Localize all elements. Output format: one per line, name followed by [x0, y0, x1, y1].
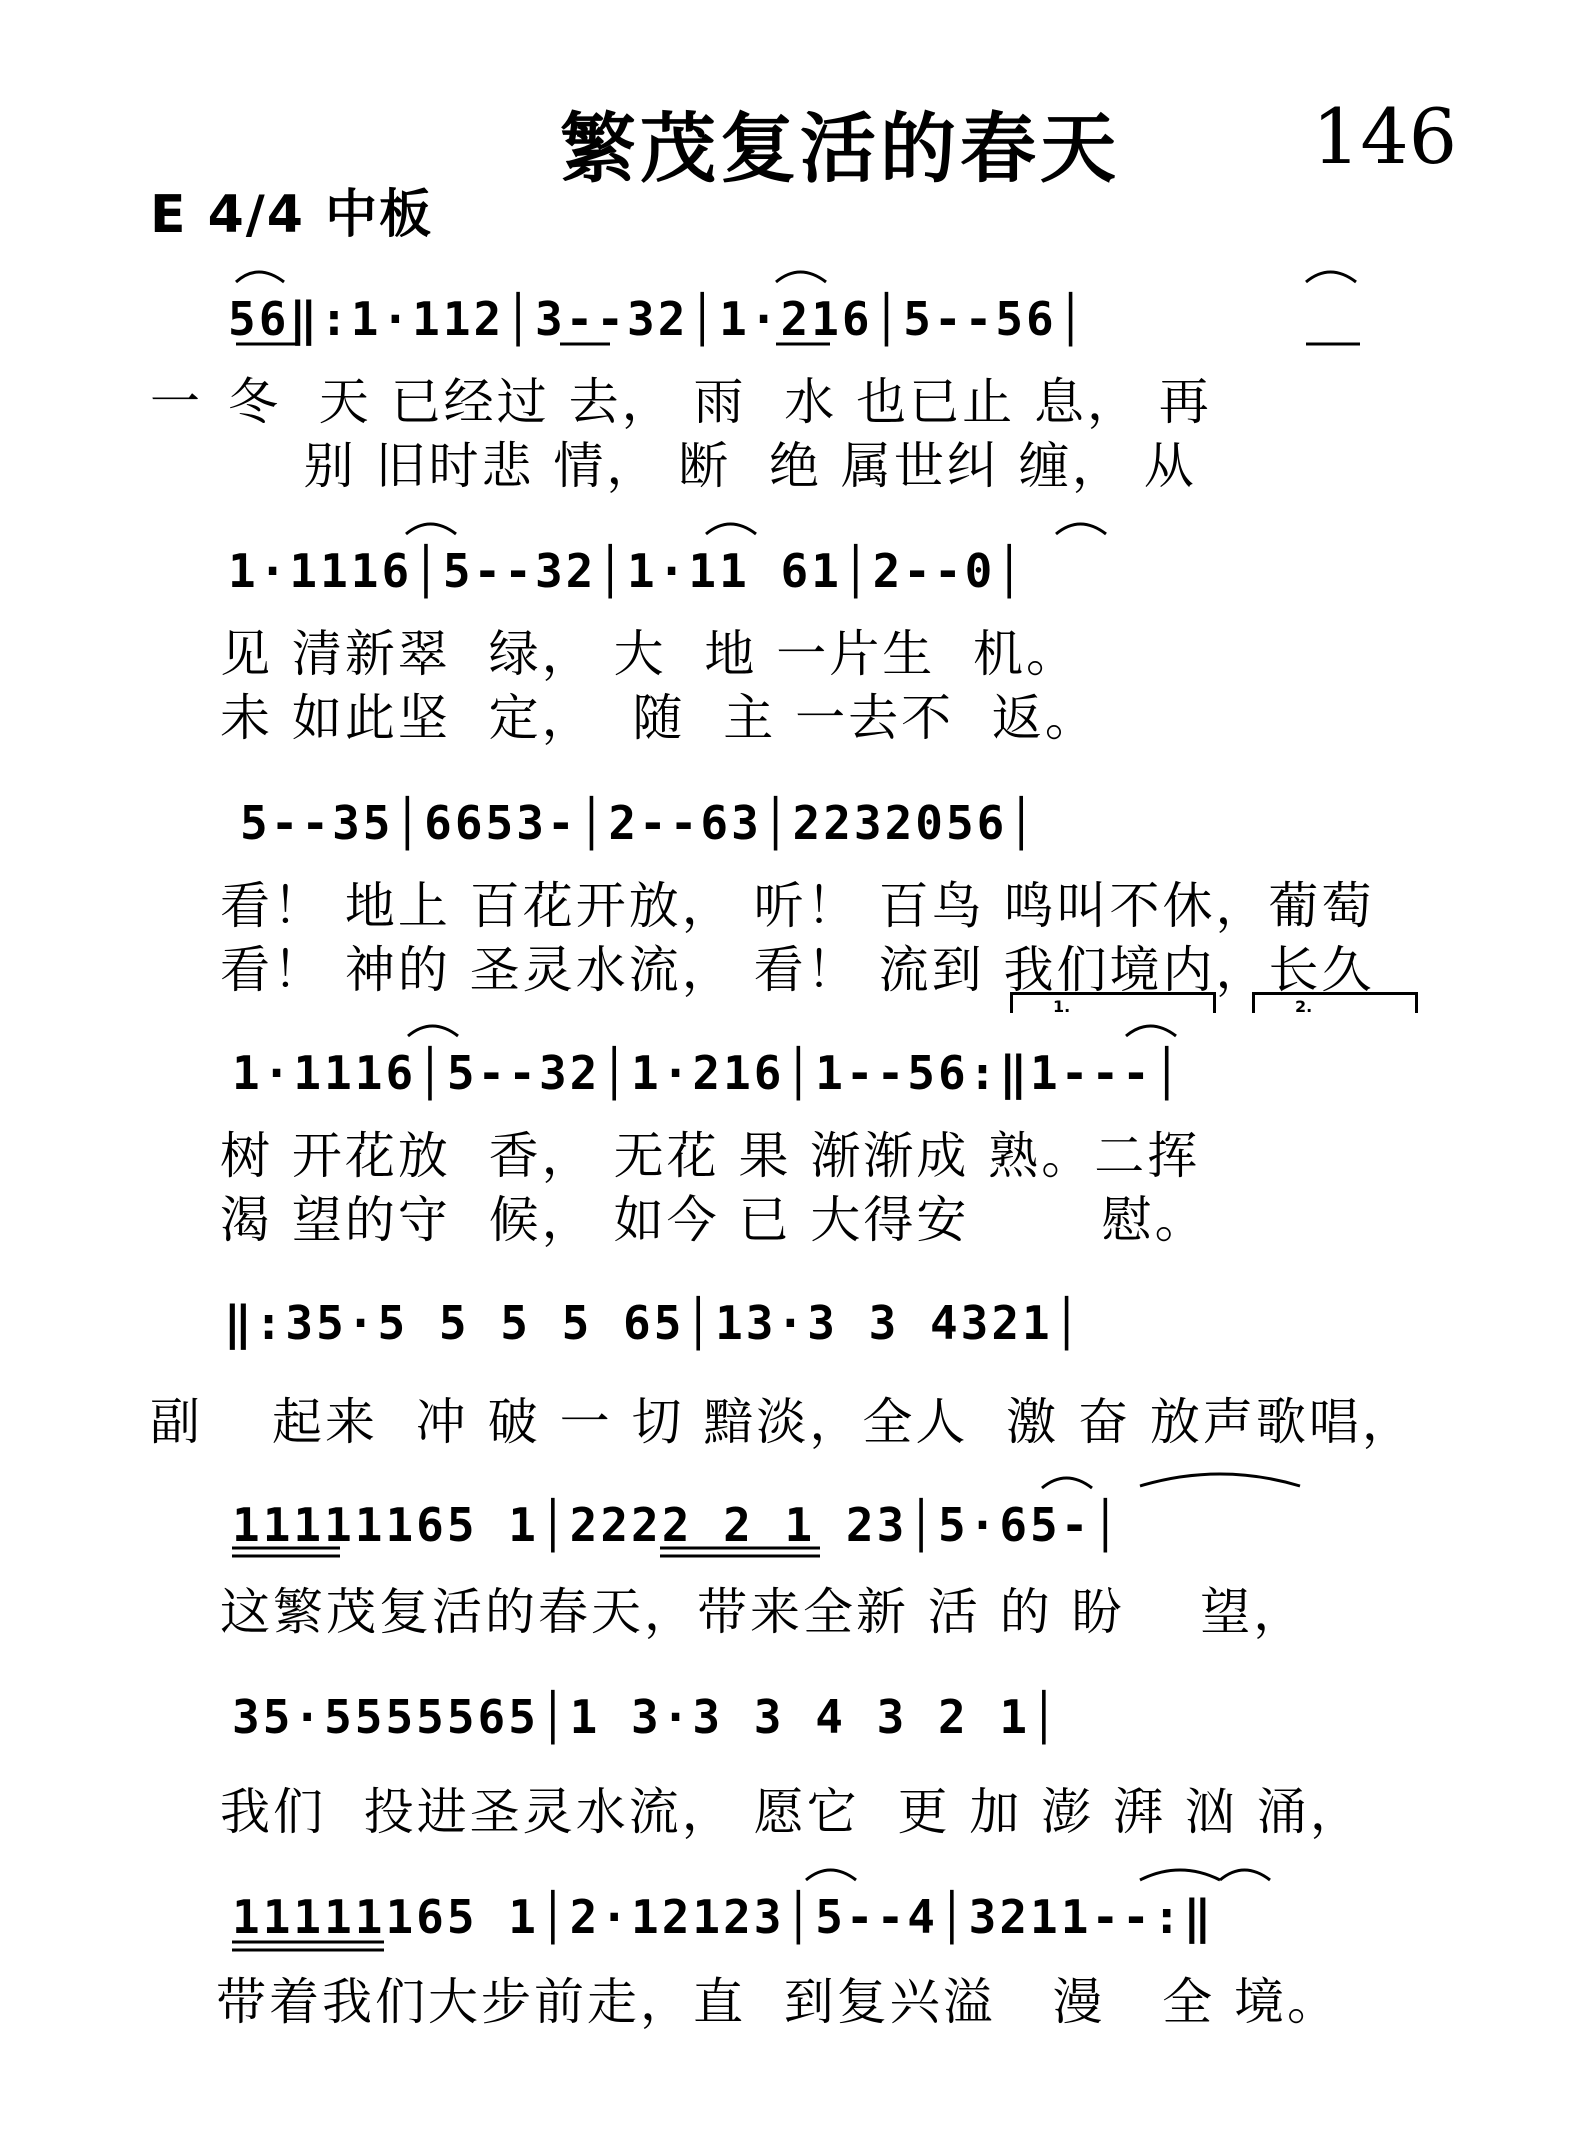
lyric-line-7: 我们 投进圣灵水流， 愿它 更 加 澎 湃 汹 涌， — [220, 1783, 1363, 1841]
slur-mark — [236, 272, 284, 282]
lyric-line-3-verse-1: 看！ 地上 百花开放， 听！ 百鸟 鸣叫不休，葡萄 — [220, 877, 1375, 935]
slur-mark — [1306, 272, 1356, 282]
verse-label: 一 — [150, 373, 200, 431]
slur-mark — [806, 1870, 856, 1880]
refrain-label: 副 — [150, 1393, 200, 1451]
slur-mark — [1126, 1026, 1176, 1036]
notation-line-7: 35·5555565│1 3·3 3 4 3 2 1│ — [232, 1690, 1061, 1744]
hymn-number: 146 — [1312, 92, 1458, 181]
slur-mark — [776, 272, 826, 282]
slur-mark — [1140, 1474, 1300, 1486]
song-title: 繁茂复活的春天 — [560, 104, 1120, 193]
lyric-line-6: 这繁茂复活的春天，带来全新 活 的 盼 望， — [220, 1583, 1307, 1641]
notation-line-6: 11111165 1│2222 2 1 23│5·65-│ — [232, 1498, 1123, 1552]
slur-mark — [406, 524, 456, 534]
lyric-line-2-verse-2: 未 如此坚 定， 随 主 一去不 返。 — [220, 689, 1098, 747]
slur-mark — [1042, 1478, 1092, 1488]
lyric-line-8: 带着我们大步前走，直 到复兴溢 漫 全 境。 — [216, 1973, 1341, 2031]
lyric-line-2-verse-1: 见 清新翠 绿， 大 地 一片生 机。 — [220, 625, 1080, 683]
notation-line-4: 1·1116│5--32│1·216│1--56:‖1---│ — [232, 1046, 1184, 1100]
notation-line-3: 5--35│6653-│2--63│2232056│ — [240, 796, 1039, 850]
lyric-line-1-verse-1: 冬 天 已经过 去， 雨 水 也已止 息， 再 — [228, 373, 1212, 431]
slur-mark — [706, 524, 756, 534]
second-ending-label: 2. — [1295, 997, 1313, 1016]
lyric-line-1-verse-2: 别 旧时悲 情， 断 绝 属世纠 缠， 从 — [228, 437, 1197, 495]
slur-mark — [1140, 1870, 1220, 1880]
key-signature: E 4/4 中板 — [150, 185, 434, 245]
slur-mark — [408, 1026, 458, 1036]
slur-mark — [1220, 1870, 1270, 1880]
slur-mark — [1056, 524, 1106, 534]
lyric-line-4-verse-2: 渴 望的守 候， 如今 已 大得安 慰。 — [220, 1191, 1208, 1249]
notation-line-2: 1·1116│5--32│1·11 61│2--0│ — [228, 544, 1027, 598]
notation-line-8: 11111165 1│2·12123│5--4│3211--:‖ — [232, 1890, 1215, 1944]
notation-line-1: 56‖:1·112│3--32│1·216│5--56│ — [228, 292, 1088, 346]
notation-line-5: ‖:35·5 5 5 5 65│13·3 3 4321│ — [224, 1296, 1084, 1350]
lyric-line-5: 起来 冲 破 一 切 黯淡，全人 激 奋 放声歌唱， — [272, 1393, 1415, 1451]
first-ending-label: 1. — [1053, 997, 1071, 1016]
lyric-line-4-verse-1: 树 开花放 香， 无花 果 渐渐成 熟。二挥 — [220, 1127, 1201, 1185]
lyric-line-3-verse-2: 看！ 神的 圣灵水流， 看！ 流到 我们境内，长久 — [220, 941, 1375, 999]
